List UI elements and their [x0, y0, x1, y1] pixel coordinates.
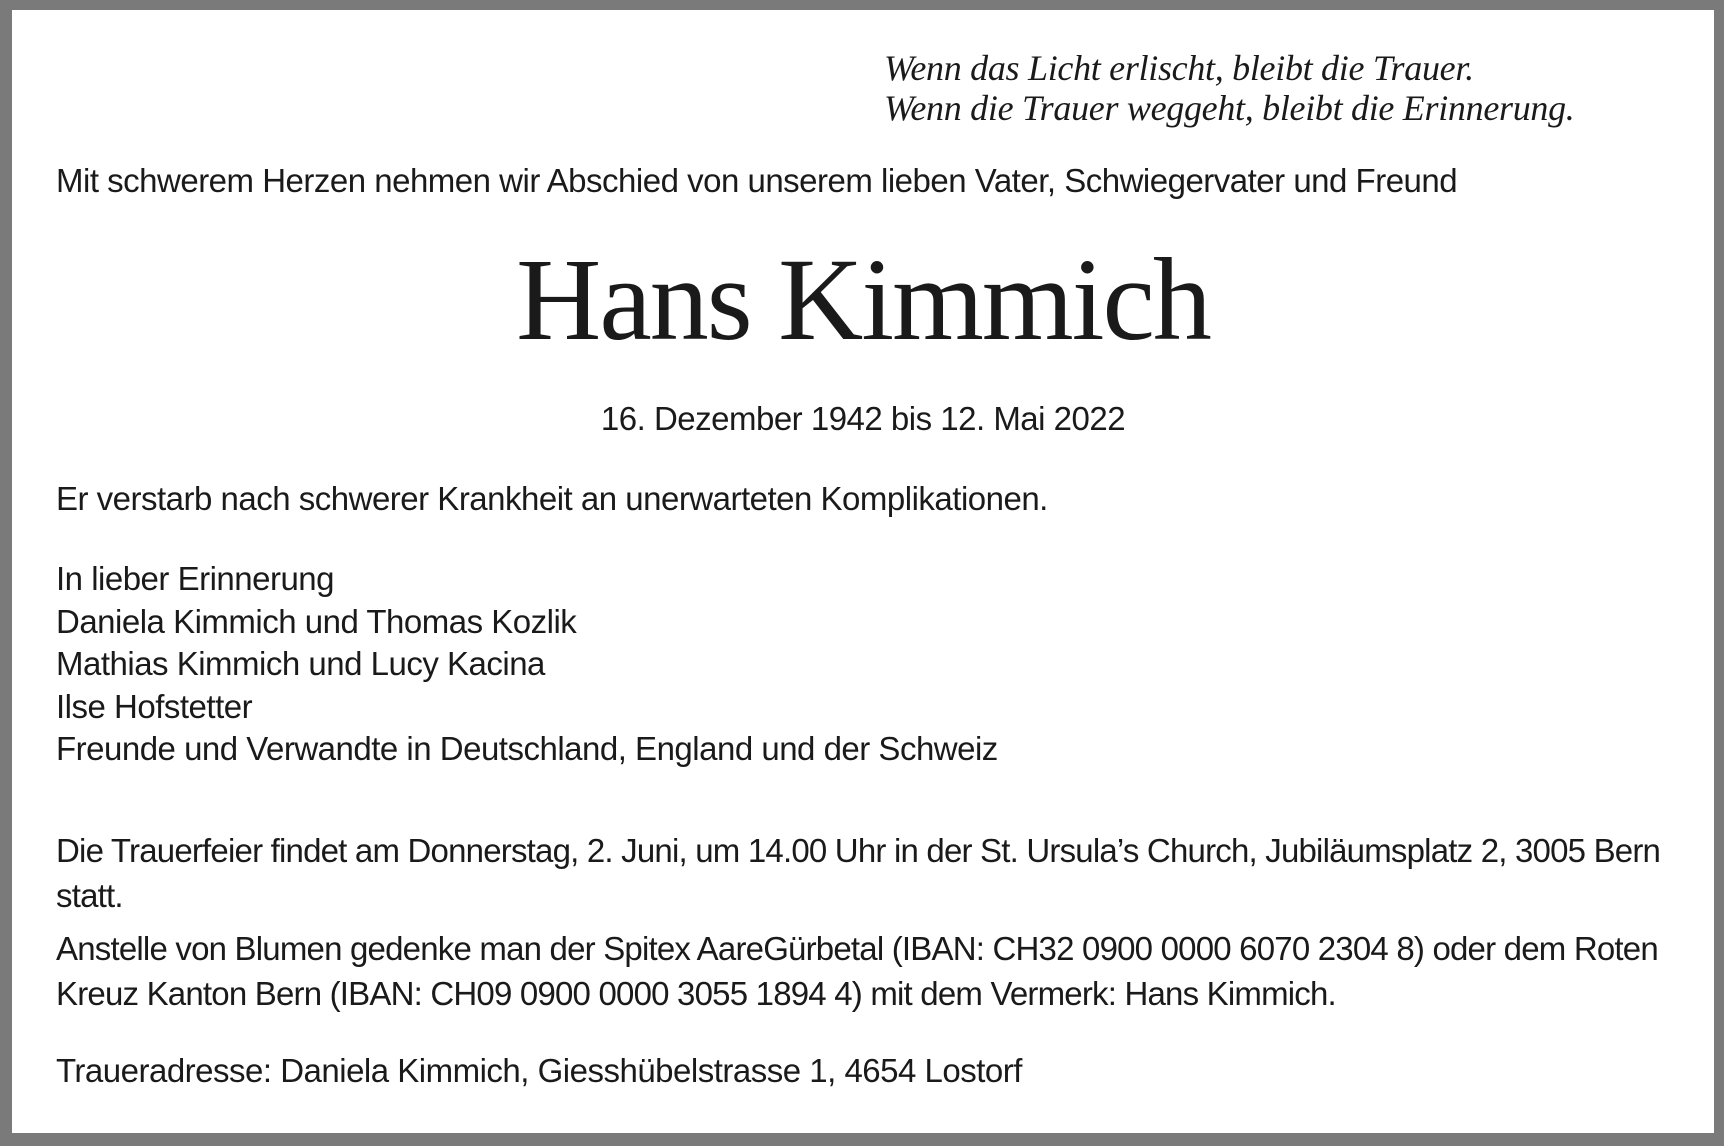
mourner-line: Mathias Kimmich und Lucy Kacina [56, 645, 545, 682]
funeral-paragraph: Die Trauerfeier findet am Donnerstag, 2. Juni, um 14.00 Uhr in der St. Ursula’s Church, Jubiläumsplatz 2, 3005 Bern statt. [56, 832, 1661, 914]
life-dates: 16. Dezember 1942 bis 12. Mai 2022 [600, 400, 1126, 437]
mourner-line: Freunde und Verwandte in Deutschland, England und der Schweiz [56, 730, 998, 767]
donation-paragraph: Anstelle von Blumen gedenke man der Spitex AareGürbetal (IBAN: CH32 0900 0000 6070 2304 8) oder dem Roten Kreuz Kanton Bern (IBAN: CH09 0900 0000 3055 1894 4) mit dem Vermerk: Hans Kimmich. [56, 930, 1658, 1012]
epigraph [884, 48, 1575, 128]
deceased-name: Hans Kimmich [516, 234, 1210, 365]
intro-text: Mit schwerem Herzen nehmen wir Abschied von unserem lieben Vater, Schwiegervater und Freund [56, 162, 1458, 199]
mourner-line: Ilse Hofstetter [56, 687, 253, 725]
death-note: Er verstarb nach schwerer Krankheit an unerwarteten Komplikationen. [56, 480, 1048, 517]
obituary-sheet [12, 10, 1714, 1133]
epigraph-line-1: Wenn das Licht erlischt, bleibt die Trauer. [884, 48, 1474, 88]
remembrance-block [56, 558, 998, 771]
mourning-address: Traueradresse: Daniela Kimmich, Giesshübelstrasse 1, 4654 Lostorf [56, 1052, 1022, 1089]
remembrance-heading: In lieber Erinnerung [56, 560, 335, 597]
mourner-line: Daniela Kimmich und Thomas Kozlik [56, 602, 577, 640]
epigraph-line-2: Wenn die Trauer weggeht, bleibt die Erinnerung. [884, 88, 1575, 128]
